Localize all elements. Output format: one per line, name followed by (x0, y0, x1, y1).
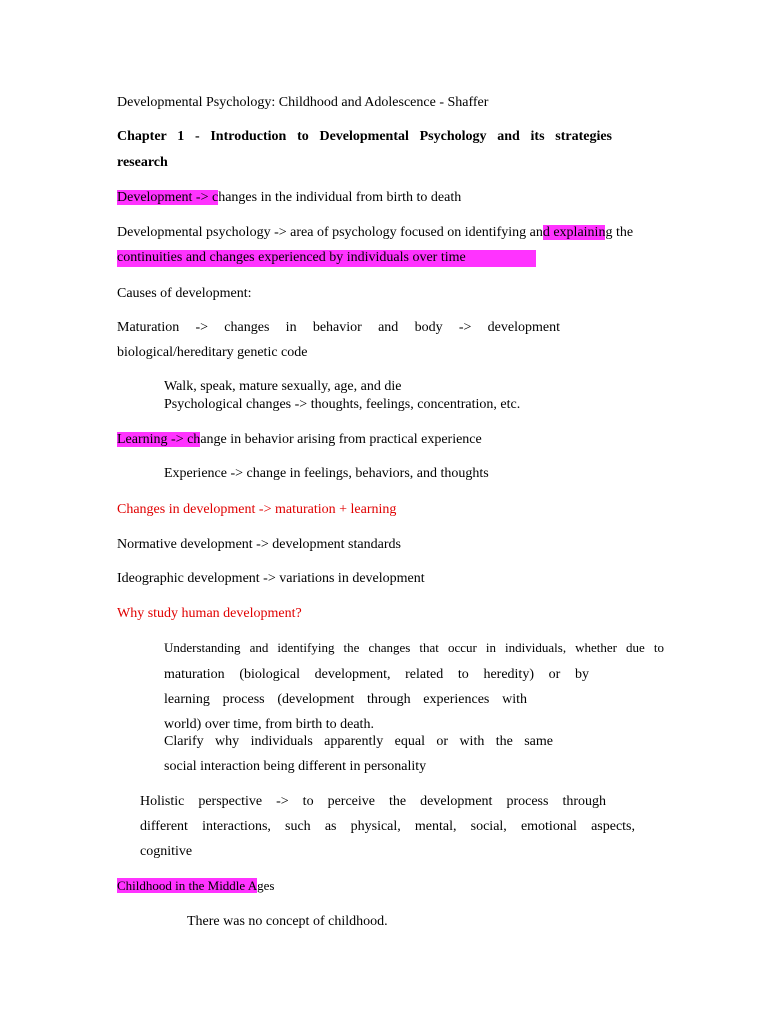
maturation-line2: biological/hereditary genetic code (117, 345, 308, 360)
learning-definition (117, 431, 482, 449)
holistic-line3: cognitive (140, 844, 193, 859)
why-study-heading: Why study human development? (117, 606, 302, 621)
highlight-learning: Learning -> ch (117, 432, 201, 447)
developmental-psychology-definition (117, 224, 633, 242)
highlight-middle-ages: Childhood in the Middle A (117, 878, 258, 893)
clarify-line1: Clarify why individuals apparently equal or with the same (164, 734, 553, 749)
development-definition (117, 189, 461, 207)
chapter-heading-line2: research (117, 155, 168, 170)
psychological-changes-line: Psychological changes -> thoughts, feelings, concentration, etc. (164, 397, 521, 412)
causes-heading: Causes of development: (117, 286, 252, 301)
middle-ages-heading (117, 877, 274, 895)
understanding-line2: maturation (biological development, related to heredity) or by (164, 667, 589, 682)
holistic-line2: different interactions, such as physical, mental, social, emotional aspects, (140, 819, 635, 834)
maturation-line1: Maturation -> changes in behavior and body -> development (117, 320, 560, 335)
document-title: Developmental Psychology: Childhood and Adolescence - Shaffer (117, 95, 489, 110)
learning-definition-text: ange in behavior arising from practical experience (200, 432, 482, 447)
normative-development: Normative development -> development standards (117, 537, 401, 552)
clarify-line2: social interaction being different in personality (164, 759, 427, 774)
ideographic-development: Ideographic development -> variations in development (117, 571, 425, 586)
highlight-explaining: d explainin (542, 225, 606, 240)
walk-line: Walk, speak, mature sexually, age, and die (164, 379, 402, 394)
understanding-line4: world) over time, from birth to death. (164, 717, 374, 732)
experience-line: Experience -> change in feelings, behaviors, and thoughts (164, 466, 489, 481)
holistic-line1: Holistic perspective -> to perceive the development process through (140, 794, 606, 809)
understanding-line3: learning process (development through experiences with (164, 692, 527, 707)
devpsy-text-a: Developmental psychology -> area of psychology focused on identifying an (117, 225, 543, 240)
development-definition-text: hanges in the individual from birth to death (218, 190, 462, 205)
developmental-psychology-line2: continuities and changes experienced by individuals over time (117, 250, 466, 265)
no-concept-line: There was no concept of childhood. (187, 914, 388, 929)
devpsy-text-c: g the (605, 225, 634, 240)
chapter-heading-line1: Chapter 1 - Introduction to Developmental Psychology and its strategies (117, 129, 612, 144)
highlight-development: Development -> c (117, 190, 219, 205)
middle-ages-text: ges (257, 878, 275, 893)
understanding-line1: Understanding and identifying the changes that occur in individuals, whether due to (164, 640, 664, 655)
changes-in-development: Changes in development -> maturation + learning (117, 502, 397, 517)
